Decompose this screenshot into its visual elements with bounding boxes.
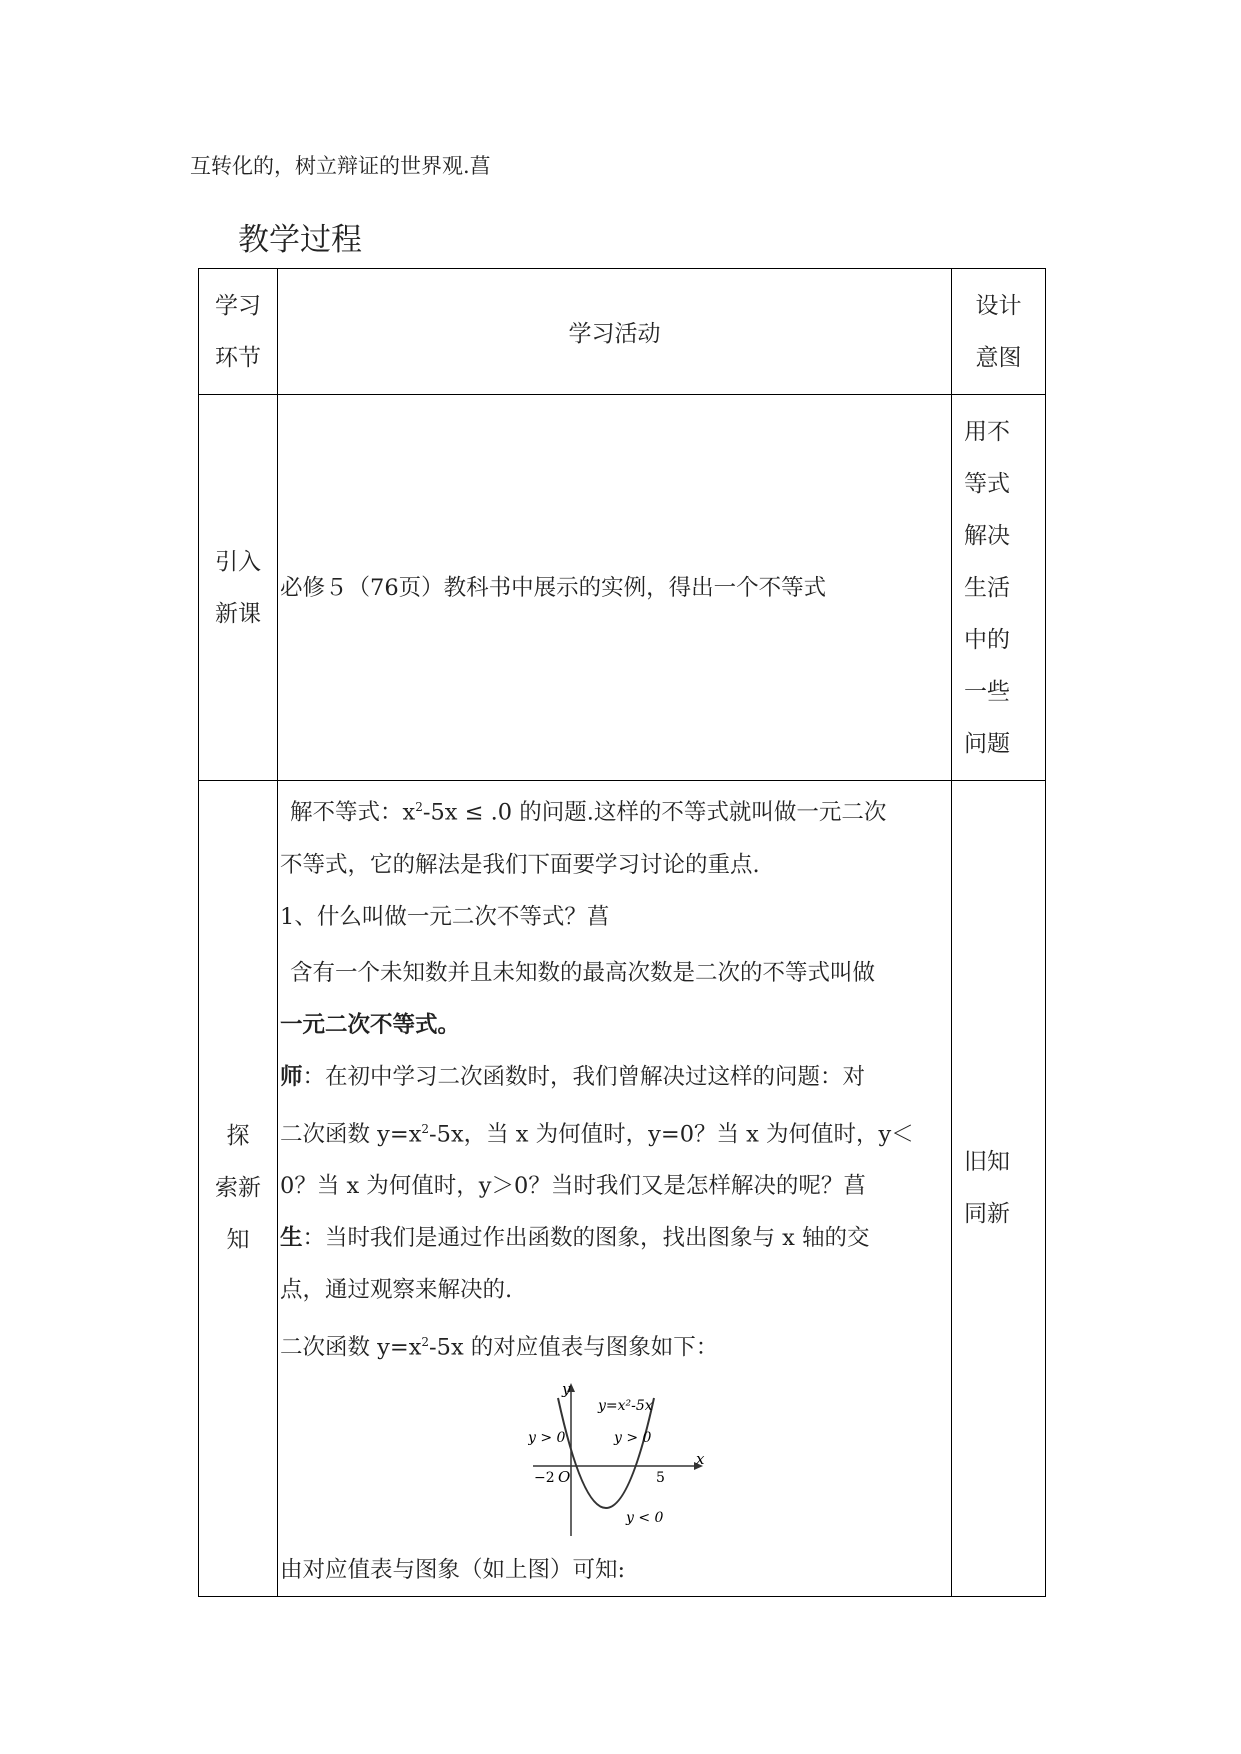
origin-label: O (558, 1467, 571, 1486)
bottom-region-label: y < 0 (626, 1509, 664, 1526)
intro-line: 互转化的，树立辩证的世界观.菖 (190, 154, 491, 178)
para-6: 师：在初中学习二次函数时，我们曾解决过这样的问题：对 (280, 1063, 866, 1090)
function-label: y=x²-5x (598, 1397, 653, 1414)
intent-intro: 用不 等式 解决 生活 中的 一些 问题 (952, 395, 1046, 781)
intent-explore: 旧知 同新 (952, 781, 1046, 1597)
para-8: 0？当 x 为何值时，y＞0？当时我们又是怎样解决的呢？菖 (280, 1173, 866, 1199)
left-region-label: y > 0 (528, 1429, 566, 1446)
tick-neg-label: −2 (534, 1469, 555, 1486)
activity-intro: 必修５（76页）教科书中展示的实例，得出一个不等式 (278, 395, 952, 781)
lesson-table (198, 268, 1046, 1597)
stage-explore: 探 索新 知 (199, 781, 278, 1597)
header-intent: 设计 意图 (952, 269, 1046, 395)
x-axis-label: x (696, 1449, 705, 1468)
para-1: 解不等式：$x^2-5x \le .0$ 的问题.这样的不等式就叫做一元二次 (290, 799, 887, 826)
para-9: 生：当时我们是通过作出函数的图象，找出图象与 x 轴的交 (280, 1225, 870, 1251)
para-11: 二次函数 $y=x^2-5x$ 的对应值表与图象如下： (280, 1334, 719, 1361)
tick-pos-label: 5 (656, 1469, 665, 1486)
activity-explore (278, 781, 952, 1597)
table-row-intro (199, 395, 1046, 781)
para-3: 1、什么叫做一元二次不等式？菖 (280, 903, 610, 930)
para-7: 二次函数 $y=x^2-5x$，当 x 为何值时，y=0？当 x 为何值时，y＜ (280, 1121, 914, 1147)
parabola-curve (558, 1398, 654, 1508)
table-row-explore (199, 781, 1046, 1597)
para-5: 一元二次不等式。 (280, 1011, 461, 1038)
table-header-row (199, 269, 1046, 395)
header-activity: 学习活动 (278, 269, 952, 395)
para-10: 点，通过观察来解决的. (280, 1277, 513, 1303)
stage-intro: 引入 新课 (199, 395, 278, 781)
para-12: 由对应值表与图象（如上图）可知: (280, 1556, 626, 1583)
parabola-graph (528, 1378, 708, 1538)
section-heading: 教学过程 (238, 222, 362, 258)
para-2: 不等式，它的解法是我们下面要学习讨论的重点. (280, 851, 760, 878)
para-4: 含有一个未知数并且未知数的最高次数是二次的不等式叫做 (290, 959, 876, 986)
header-stage: 学习 环节 (199, 269, 278, 395)
y-axis-label: y (562, 1379, 571, 1398)
right-region-label: y > 0 (614, 1429, 652, 1446)
